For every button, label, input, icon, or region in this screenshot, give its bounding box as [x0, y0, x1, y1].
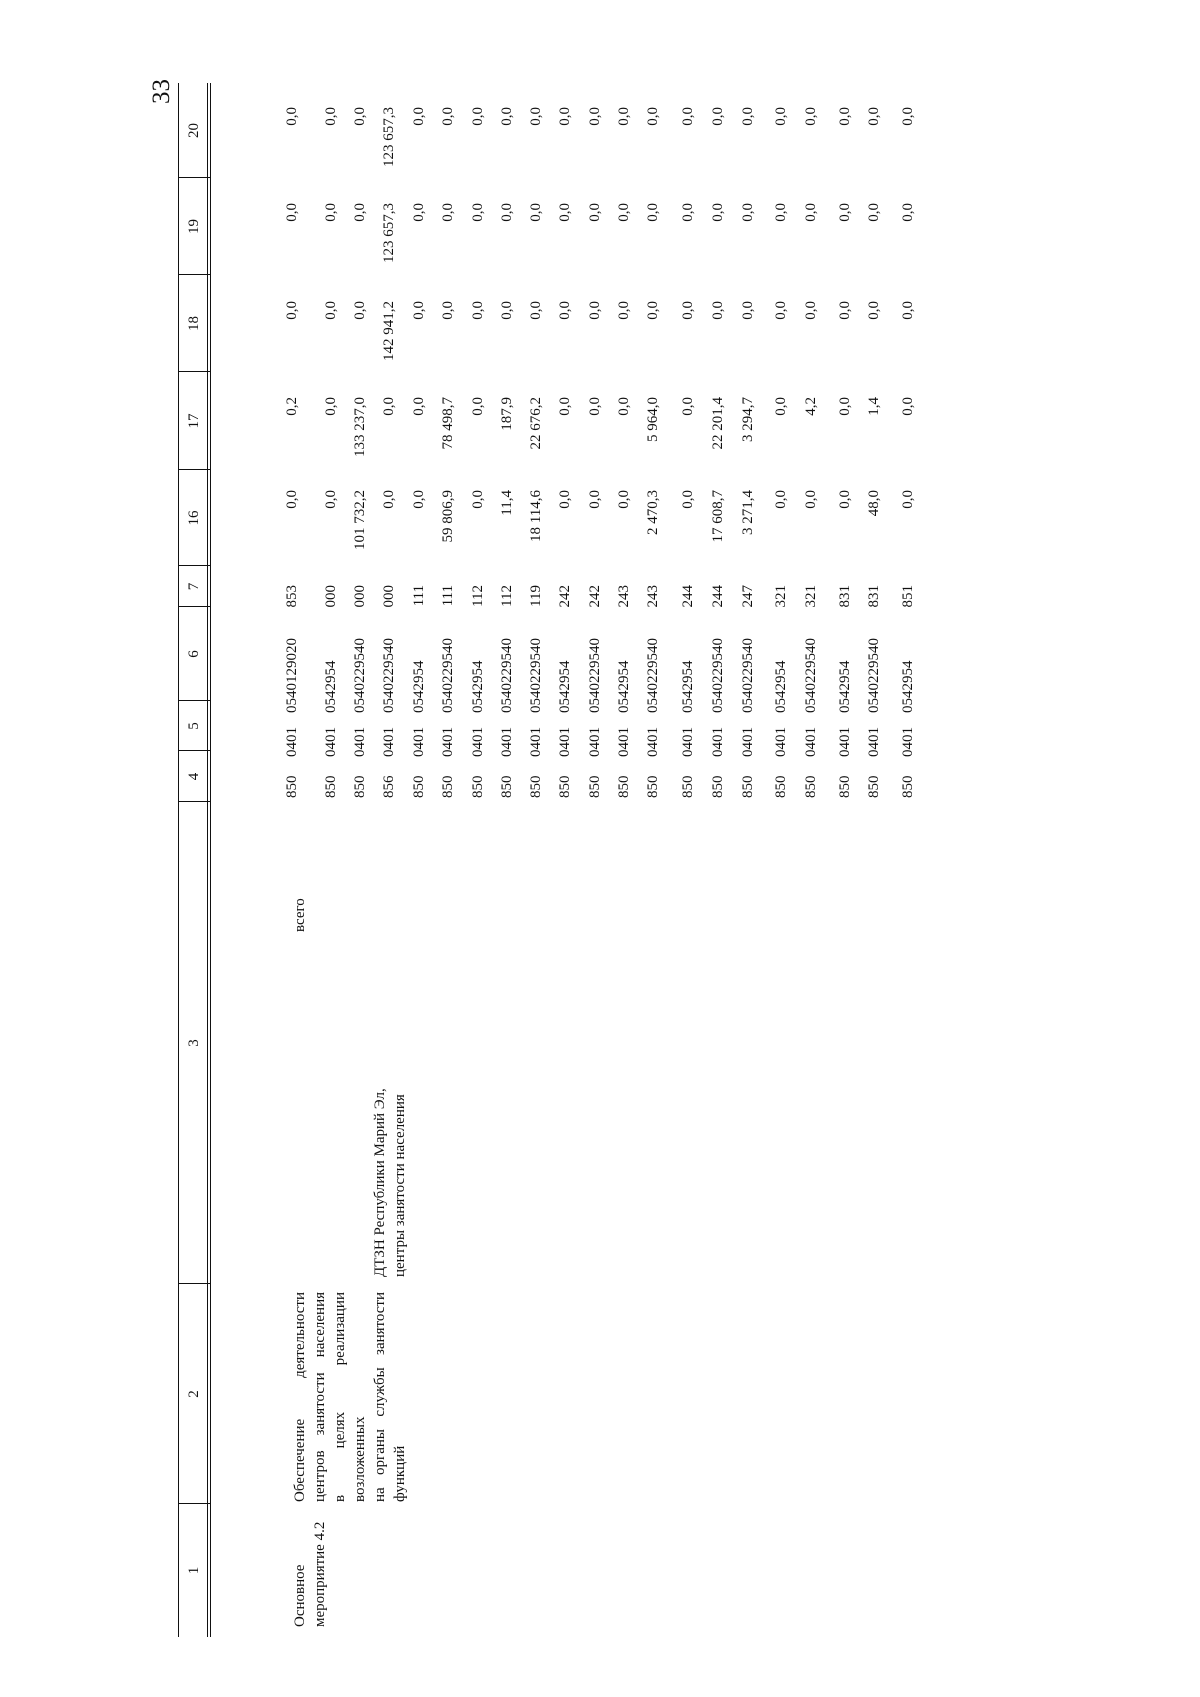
table-cell-c19: 0,0 — [616, 203, 632, 222]
table-cell-c4: 850 — [710, 775, 726, 798]
table-cell-c16: 18 114,6 — [528, 490, 544, 542]
table-cell-c6: 0542954 — [323, 660, 339, 713]
table-cell-c19: 0,0 — [470, 203, 486, 222]
table-cell-c18: 0,0 — [740, 301, 756, 320]
table-cell-c19: 123 657,3 — [381, 203, 397, 263]
table-cell-c17: 0,0 — [837, 397, 853, 416]
table-cell-c7: 853 — [284, 585, 300, 608]
table-cell-c5: 0401 — [411, 727, 427, 757]
table-cell-c19: 0,0 — [499, 203, 515, 222]
table-cell-c18: 0,0 — [710, 301, 726, 320]
table-cell-c18: 0,0 — [837, 301, 853, 320]
table-cell-c17: 3 294,7 — [740, 397, 756, 442]
table-cell-c7: 243 — [645, 585, 661, 608]
table-cell-c18: 0,0 — [680, 301, 696, 320]
table-cell-c4: 850 — [470, 775, 486, 798]
table-cell-c16: 0,0 — [470, 490, 486, 509]
table-cell-c5: 0401 — [284, 727, 300, 757]
table-cell-c4: 850 — [645, 775, 661, 798]
table-cell-c4: 850 — [740, 775, 756, 798]
table-cell-c16: 0,0 — [284, 490, 300, 509]
table-cell-c17: 1,4 — [866, 397, 882, 416]
table-cell-c4: 850 — [284, 775, 300, 798]
table-cell-c18: 0,0 — [284, 301, 300, 320]
table-cell-c18: 0,0 — [323, 301, 339, 320]
table-cell-c18: 0,0 — [803, 301, 819, 320]
table-cell-c20: 0,0 — [616, 107, 632, 126]
table-cell-c7: 831 — [837, 585, 853, 608]
table-cell-c5: 0401 — [587, 727, 603, 757]
column-header: 2 — [186, 1390, 202, 1398]
table-cell-c20: 0,0 — [557, 107, 573, 126]
table-cell-c20: 0,0 — [773, 107, 789, 126]
table-cell-c7: 851 — [900, 585, 916, 608]
table-cell-c7: 112 — [470, 585, 486, 607]
table-cell-c20: 0,0 — [587, 107, 603, 126]
table-cell-c5: 0401 — [645, 727, 661, 757]
table-cell-c18: 0,0 — [499, 301, 515, 320]
table-cell-c17: 0,0 — [557, 397, 573, 416]
table-cell-c19: 0,0 — [680, 203, 696, 222]
header-column-separator — [178, 274, 210, 275]
table-cell-c6: 0542954 — [411, 660, 427, 713]
header-column-separator — [178, 801, 210, 802]
table-cell-c20: 0,0 — [470, 107, 486, 126]
table-cell-c17: 22 676,2 — [528, 397, 544, 450]
table-cell-c7: 244 — [680, 585, 696, 608]
table-cell-c6: 0540129020 — [284, 638, 300, 713]
table-cell-c6: 0540229540 — [645, 638, 661, 713]
table-cell-c17: 78 498,7 — [440, 397, 456, 450]
table-cell-c20: 0,0 — [411, 107, 427, 126]
table-top-border — [178, 83, 179, 1637]
table-cell-c20: 0,0 — [680, 107, 696, 126]
table-cell-c16: 0,0 — [773, 490, 789, 509]
table-cell-c17: 0,0 — [411, 397, 427, 416]
table-cell-c17: 5 964,0 — [645, 397, 661, 442]
table-cell-c6: 0542954 — [470, 660, 486, 713]
table-cell-c16: 0,0 — [900, 490, 916, 509]
table-cell-c20: 0,0 — [803, 107, 819, 126]
table-cell-c5: 0401 — [740, 727, 756, 757]
table-cell-c18: 0,0 — [773, 301, 789, 320]
table-cell-c19: 0,0 — [740, 203, 756, 222]
column-header: 5 — [186, 722, 202, 730]
table-cell-c7: 243 — [616, 585, 632, 608]
table-cell-c6: 0540229540 — [352, 638, 368, 713]
table-cell-c7: 242 — [587, 585, 603, 608]
table-cell-c20: 0,0 — [710, 107, 726, 126]
table-cell-c5: 0401 — [470, 727, 486, 757]
table-cell-c4: 850 — [499, 775, 515, 798]
column-header: 20 — [186, 123, 202, 138]
table-cell-c4: 850 — [803, 775, 819, 798]
table-cell-c19: 0,0 — [773, 203, 789, 222]
table-cell-c5: 0401 — [710, 727, 726, 757]
table-cell-c6: 0542954 — [557, 660, 573, 713]
table-cell-c20: 0,0 — [528, 107, 544, 126]
table-cell-c4: 850 — [587, 775, 603, 798]
table-cell-c7: 119 — [528, 585, 544, 607]
table-cell-c6: 0540229540 — [710, 638, 726, 713]
table-cell-c5: 0401 — [803, 727, 819, 757]
table-cell-c5: 0401 — [616, 727, 632, 757]
table-cell-c6: 0540229540 — [587, 638, 603, 713]
table-cell-c5: 0401 — [773, 727, 789, 757]
table-cell-c19: 0,0 — [803, 203, 819, 222]
table-cell-c6: 0542954 — [680, 660, 696, 713]
table-cell-c4: 850 — [680, 775, 696, 798]
table-cell-c4: 850 — [352, 775, 368, 798]
measure-name-line: в целях реализации возложенных — [332, 1292, 368, 1502]
table-cell-c6: 0540229540 — [499, 638, 515, 713]
table-cell-c20: 0,0 — [837, 107, 853, 126]
table-cell-c20: 0,0 — [866, 107, 882, 126]
table-cell-c20: 0,0 — [900, 107, 916, 126]
table-cell-c6: 0540229540 — [381, 638, 397, 713]
measure-code-line: мероприятие 4.2 — [312, 1521, 328, 1627]
table-cell-c4: 850 — [440, 775, 456, 798]
page-number: 33 — [148, 79, 175, 104]
measure-code — [290, 1512, 330, 1627]
table-header-bottom-border-double — [210, 83, 211, 1637]
table-cell-c6: 0542954 — [773, 660, 789, 713]
table-cell-c5: 0401 — [323, 727, 339, 757]
table-cell-c16: 0,0 — [381, 490, 397, 509]
table-cell-c18: 0,0 — [440, 301, 456, 320]
table-cell-c18: 0,0 — [528, 301, 544, 320]
table-cell-c17: 4,2 — [803, 397, 819, 416]
column-header: 16 — [186, 510, 202, 526]
table-cell-c17: 22 201,4 — [710, 397, 726, 450]
table-cell-c7: 321 — [803, 585, 819, 608]
table-cell-c18: 0,0 — [645, 301, 661, 320]
table-cell-c20: 0,0 — [352, 107, 368, 126]
table-cell-c16: 101 732,2 — [352, 490, 368, 550]
table-cell-c16: 11,4 — [499, 490, 515, 516]
table-cell-c17: 0,0 — [616, 397, 632, 416]
table-cell-c18: 0,0 — [587, 301, 603, 320]
table-cell-c5: 0401 — [837, 727, 853, 757]
table-cell-c6: 0540229540 — [866, 638, 882, 713]
table-cell-c5: 0401 — [900, 727, 916, 757]
measure-name-line: функций — [392, 1445, 408, 1502]
table-cell-c6: 0542954 — [900, 660, 916, 713]
measure-code-line: Основное — [292, 1564, 308, 1627]
table-cell-c20: 123 657,3 — [381, 107, 397, 167]
table-cell-c4: 850 — [557, 775, 573, 798]
header-column-separator — [178, 750, 210, 751]
column-header: 6 — [186, 650, 202, 658]
table-cell-c16: 48,0 — [866, 490, 882, 517]
table-cell-c20: 0,0 — [645, 107, 661, 126]
executor-line: ДТЗН Республики Марий Эл, — [372, 1088, 388, 1277]
header-column-separator — [178, 565, 210, 566]
table-cell-c4: 850 — [866, 775, 882, 798]
table-cell-c20: 0,0 — [499, 107, 515, 126]
table-cell-c20: 0,0 — [740, 107, 756, 126]
table-cell-c20: 0,0 — [284, 107, 300, 126]
measure-name — [290, 1292, 410, 1502]
table-cell-c18: 0,0 — [411, 301, 427, 320]
table-cell-c4: 850 — [900, 775, 916, 798]
table-cell-c17: 133 237,0 — [352, 397, 368, 457]
table-cell-c18: 142 941,2 — [381, 301, 397, 361]
header-column-separator — [178, 371, 210, 372]
table-cell-c16: 0,0 — [323, 490, 339, 509]
table-cell-c7: 831 — [866, 585, 882, 608]
table-cell-c5: 0401 — [440, 727, 456, 757]
table-cell-c19: 0,0 — [557, 203, 573, 222]
measure-name-line: Обеспечение деятельности — [292, 1292, 308, 1502]
table-cell-c4: 850 — [528, 775, 544, 798]
table-cell-c16: 59 806,9 — [440, 490, 456, 543]
table-cell-c16: 0,0 — [411, 490, 427, 509]
table-cell-c6: 0540229540 — [528, 638, 544, 713]
table-cell-c5: 0401 — [499, 727, 515, 757]
table-cell-c16: 0,0 — [837, 490, 853, 509]
table-cell-c16: 0,0 — [557, 490, 573, 509]
table-cell-c19: 0,0 — [900, 203, 916, 222]
table-cell-c19: 0,0 — [587, 203, 603, 222]
table-cell-c6: 0540229540 — [803, 638, 819, 713]
table-cell-c7: 112 — [499, 585, 515, 607]
table-cell-c19: 0,0 — [645, 203, 661, 222]
table-cell-c4: 856 — [381, 775, 397, 798]
table-cell-c4: 850 — [773, 775, 789, 798]
header-column-separator — [178, 1503, 210, 1504]
table-cell-c17: 0,0 — [900, 397, 916, 416]
table-cell-c5: 0401 — [557, 727, 573, 757]
table-cell-c19: 0,0 — [837, 203, 853, 222]
table-cell-c16: 0,0 — [587, 490, 603, 509]
table-cell-c16: 0,0 — [803, 490, 819, 509]
header-column-separator — [178, 177, 210, 178]
table-cell-c19: 0,0 — [411, 203, 427, 222]
header-column-separator — [178, 469, 210, 470]
measure-name-line: на органы службы занятости — [372, 1292, 388, 1502]
table-cell-c18: 0,0 — [866, 301, 882, 320]
column-header: 1 — [186, 1566, 202, 1575]
column-header: 17 — [186, 413, 202, 429]
table-cell-c17: 0,0 — [323, 397, 339, 416]
table-cell-c17: 0,0 — [381, 397, 397, 416]
table-cell-c5: 0401 — [528, 727, 544, 757]
header-column-separator — [178, 606, 210, 607]
table-cell-c4: 850 — [323, 775, 339, 798]
table-cell-c7: 242 — [557, 585, 573, 608]
table-cell-c18: 0,0 — [557, 301, 573, 320]
table-cell-c16: 3 271,4 — [740, 490, 756, 535]
table-cell-c19: 0,0 — [866, 203, 882, 222]
table-cell-c16: 0,0 — [680, 490, 696, 509]
table-cell-c7: 111 — [440, 585, 456, 607]
table-cell-c20: 0,0 — [323, 107, 339, 126]
table-cell-c19: 0,0 — [710, 203, 726, 222]
column-header: 18 — [186, 316, 202, 331]
table-cell-c5: 0401 — [381, 727, 397, 757]
table-cell-c7: 000 — [381, 585, 397, 608]
column-header: 3 — [186, 1039, 202, 1047]
column-header: 7 — [186, 582, 202, 591]
header-column-separator — [178, 700, 210, 701]
table-cell-c19: 0,0 — [284, 203, 300, 222]
table-cell-c7: 244 — [710, 585, 726, 608]
table-cell-c6: 0542954 — [837, 660, 853, 713]
table-cell-c17: 0,0 — [773, 397, 789, 416]
table-cell-c17: 0,2 — [284, 397, 300, 416]
table-cell-c5: 0401 — [680, 727, 696, 757]
table-cell-c7: 000 — [352, 585, 368, 608]
table-cell-c6: 0540229540 — [740, 638, 756, 713]
table-cell-c5: 0401 — [866, 727, 882, 757]
column-header: 19 — [186, 219, 202, 234]
table-cell-c6: 0542954 — [616, 660, 632, 713]
table-cell-c16: 2 470,3 — [645, 490, 661, 535]
table-cell-c18: 0,0 — [900, 301, 916, 320]
executor-line: центры занятости населения — [392, 1094, 408, 1277]
table-cell-c20: 0,0 — [440, 107, 456, 126]
table-cell-c19: 0,0 — [440, 203, 456, 222]
table-header-bottom-border — [207, 83, 208, 1637]
header-column-separator — [178, 1283, 210, 1284]
table-cell-c7: 111 — [411, 585, 427, 607]
total-label: всего — [292, 898, 308, 932]
table-cell-c18: 0,0 — [352, 301, 368, 320]
table-cell-c18: 0,0 — [616, 301, 632, 320]
table-cell-c19: 0,0 — [323, 203, 339, 222]
column-header: 4 — [186, 772, 202, 781]
table-cell-c4: 850 — [616, 775, 632, 798]
table-cell-c17: 187,9 — [499, 397, 515, 431]
table-cell-c7: 247 — [740, 585, 756, 608]
table-cell-c4: 850 — [837, 775, 853, 798]
table-cell-c17: 0,0 — [680, 397, 696, 416]
table-cell-c18: 0,0 — [470, 301, 486, 320]
table-cell-c7: 321 — [773, 585, 789, 608]
table-cell-c16: 17 608,7 — [710, 490, 726, 543]
table-cell-c6: 0540229540 — [440, 638, 456, 713]
table-cell-c4: 850 — [411, 775, 427, 798]
table-cell-c7: 000 — [323, 585, 339, 608]
table-cell-c5: 0401 — [352, 727, 368, 757]
table-cell-c19: 0,0 — [352, 203, 368, 222]
measure-name-line: центров занятости населения — [312, 1292, 328, 1502]
table-cell-c16: 0,0 — [616, 490, 632, 509]
executor-label — [370, 1088, 410, 1277]
table-cell-c17: 0,0 — [470, 397, 486, 416]
table-cell-c19: 0,0 — [528, 203, 544, 222]
table-cell-c17: 0,0 — [587, 397, 603, 416]
